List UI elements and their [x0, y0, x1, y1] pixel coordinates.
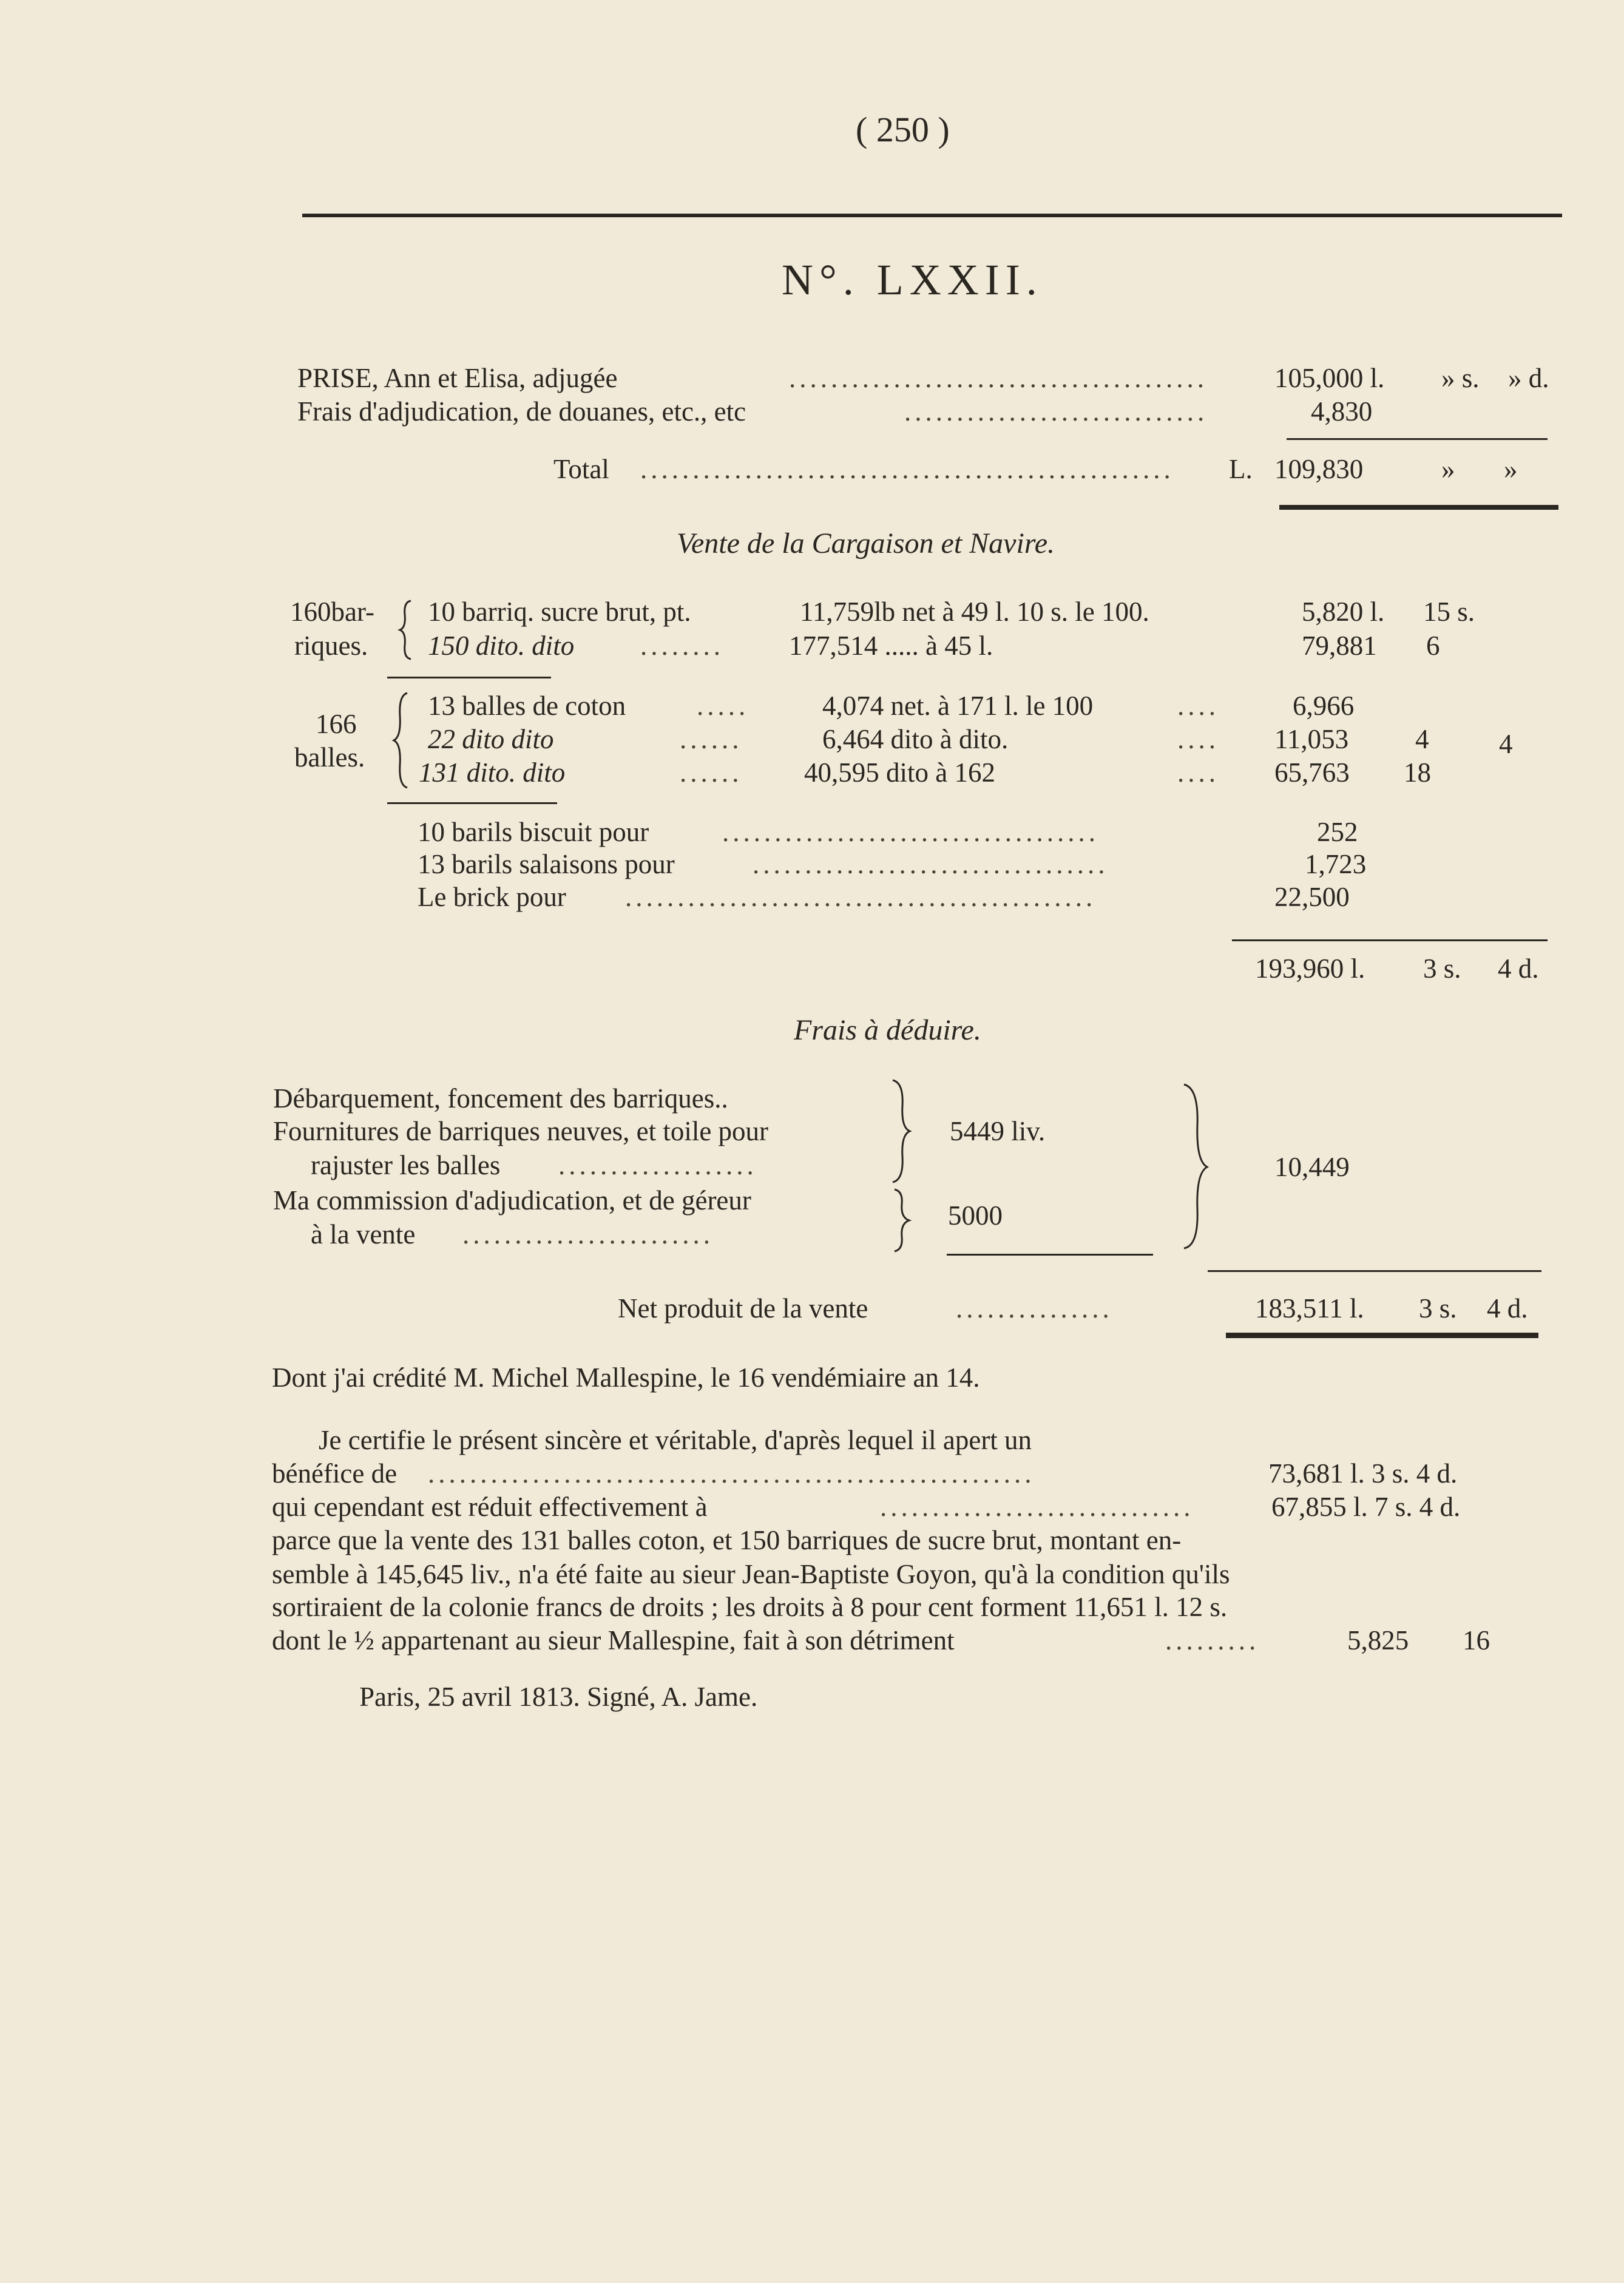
- brace-icon: [892, 1188, 913, 1253]
- net-label: Net produit de la vente: [618, 1293, 868, 1324]
- balles-row-qty: 40,595 dito à 162: [804, 757, 995, 788]
- vente-total-deniers: 4 d.: [1498, 953, 1539, 984]
- dot-leader: ........: [640, 631, 724, 661]
- dot-leader: ......: [680, 757, 743, 788]
- dot-leader: ......: [680, 724, 743, 754]
- barriques-row-qty: 177,514 ..... à 45 l.: [789, 631, 993, 661]
- net-livres: 183,511 l.: [1255, 1293, 1364, 1324]
- total-rule: [1226, 1333, 1538, 1338]
- prise-s: » s.: [1441, 363, 1480, 393]
- dot-leader: .........: [1165, 1625, 1260, 1656]
- certif-line: parce que la vente des 131 balles coton, et 150 barriques de sucre brut, montant en-: [272, 1525, 1182, 1555]
- barriques-row-qty: 11,759lb net à 49 l. 10 s. le 100.: [800, 597, 1149, 627]
- barriques-row-livres: 79,881: [1302, 631, 1377, 661]
- balles-row-sous: 18: [1404, 757, 1431, 788]
- barriques-row-livres: 5,820 l.: [1302, 597, 1385, 627]
- barriques-row-sous: 15 s.: [1423, 597, 1475, 627]
- barriques-group-label: 160bar-: [290, 597, 375, 627]
- other-item-value: 252: [1317, 817, 1358, 847]
- other-item-desc: 10 barils biscuit pour: [418, 817, 649, 847]
- net-sous: 3 s.: [1419, 1293, 1457, 1324]
- dot-leader: ........................: [462, 1219, 714, 1250]
- balles-row-desc: 131 dito. dito: [419, 757, 566, 788]
- frais-line: Fournitures de barriques neuves, et toile pour: [273, 1116, 769, 1146]
- other-item-value: 1,723: [1305, 849, 1367, 879]
- prise-label: PRISE, Ann et Elisa, adjugée: [297, 363, 618, 393]
- dot-leader: .............................: [904, 396, 1208, 427]
- total-s: »: [1441, 454, 1455, 484]
- other-item-desc: 13 barils salaisons pour: [418, 849, 675, 879]
- frais-title: Frais à déduire.: [794, 1014, 981, 1046]
- prise-value: 105,000 l.: [1274, 363, 1385, 393]
- frais-sub-total: 5449 liv.: [950, 1116, 1046, 1146]
- dot-leader: ..................................: [753, 849, 1109, 879]
- vente-total-livres: 193,960 l.: [1255, 953, 1365, 984]
- certif-line: dont le ½ appartenant au sieur Mallespine, fait à son détriment: [272, 1625, 955, 1656]
- balles-row-livres: 11,053: [1274, 724, 1349, 754]
- certif-line: qui cependant est réduit effectivement à: [272, 1492, 708, 1522]
- certif-reduit: 67,855 l. 7 s. 4 d.: [1271, 1492, 1461, 1522]
- balles-row-livres: 65,763: [1274, 757, 1350, 788]
- certif-line: sortiraient de la colonie francs de droits ; les droits à 8 pour cent forment 11,651 l. 12 s.: [272, 1592, 1228, 1622]
- balles-row-desc: 13 balles de coton: [428, 691, 626, 721]
- frais-adjudication-label: Frais d'adjudication, de douanes, etc., etc: [297, 396, 746, 427]
- certif-line: Je certifie le présent sincère et véritable, d'après lequel il apert un: [319, 1425, 1032, 1455]
- dot-leader: ....: [1177, 724, 1219, 754]
- dot-leader: ...............: [956, 1293, 1113, 1324]
- certif-part-sous: 16: [1463, 1625, 1490, 1656]
- net-deniers: 4 d.: [1487, 1293, 1528, 1324]
- brace-icon: [398, 600, 416, 660]
- balles-row-qty: 4,074 net. à 171 l. le 100: [822, 691, 1094, 721]
- vente-title: Vente de la Cargaison et Navire.: [677, 527, 1055, 560]
- balles-row-qty: 6,464 dito à dito.: [822, 724, 1009, 754]
- group-rule: [387, 802, 557, 804]
- credit-line: Dont j'ai crédité M. Michel Mallespine, le 16 vendémiaire an 14.: [272, 1362, 980, 1393]
- vente-total-sous: 3 s.: [1423, 953, 1461, 984]
- frais-line: Ma commission d'adjudication, et de géreur: [273, 1185, 751, 1216]
- balles-row-sous: 4: [1415, 724, 1429, 754]
- balles-row-livres: 6,966: [1293, 691, 1355, 721]
- dot-leader: ....: [1177, 691, 1219, 721]
- dot-leader: ...................................................: [640, 454, 1174, 484]
- total-label: Total: [553, 454, 609, 484]
- dot-leader: .............................................: [625, 882, 1097, 912]
- dot-leader: ........................................: [789, 363, 1208, 393]
- certif-line: bénéfice de: [272, 1458, 398, 1489]
- page-number: ( 250 ): [856, 110, 950, 149]
- barriques-row-desc: 10 barriq. sucre brut, pt.: [428, 597, 691, 627]
- barriques-row-sous: 6: [1426, 631, 1440, 661]
- sum-rule: [1232, 939, 1548, 941]
- balles-row-desc: 22 dito dito: [428, 724, 554, 754]
- brace-icon: [391, 692, 412, 789]
- barriques-group-label-2: riques.: [294, 631, 368, 661]
- dot-leader: .....: [697, 691, 749, 721]
- brace-icon: [889, 1079, 913, 1183]
- certif-line: semble à 145,645 liv., n'a été faite au sieur Jean-Baptiste Goyon, qu'à la condition qu'ils: [272, 1559, 1230, 1589]
- other-item-value: 22,500: [1274, 882, 1350, 912]
- total-d: »: [1504, 454, 1518, 484]
- signature: Paris, 25 avril 1813. Signé, A. Jame.: [359, 1682, 758, 1712]
- sum-rule: [947, 1254, 1153, 1256]
- page-title: N°. LXXII.: [782, 255, 1043, 304]
- balles-group-label: 166: [316, 709, 357, 739]
- frais-total: 10,449: [1274, 1152, 1350, 1182]
- balles-deniers: 4: [1499, 729, 1513, 759]
- total-rule: [1279, 505, 1558, 510]
- dot-leader: ..........................................................: [428, 1458, 1035, 1489]
- brace-icon: [1180, 1083, 1210, 1250]
- dot-leader: ...................: [558, 1150, 757, 1180]
- group-rule: [387, 677, 551, 678]
- certif-part-livres: 5,825: [1347, 1625, 1409, 1656]
- total-prefix: L.: [1229, 454, 1253, 484]
- frais-line: à la vente: [311, 1219, 416, 1250]
- top-rule: [302, 214, 1562, 217]
- dot-leader: ....: [1177, 757, 1219, 788]
- certif-benefice: 73,681 l. 3 s. 4 d.: [1268, 1458, 1458, 1489]
- sum-rule: [1287, 438, 1548, 440]
- balles-group-label-2: balles.: [294, 742, 365, 773]
- prise-d: » d.: [1508, 363, 1549, 393]
- frais-sub-total: 5000: [948, 1200, 1003, 1231]
- dot-leader: ....................................: [722, 817, 1099, 847]
- frais-adjudication-value: 4,830: [1311, 396, 1373, 427]
- dot-leader: ..............................: [880, 1492, 1194, 1522]
- frais-line: Débarquement, foncement des barriques..: [273, 1083, 728, 1114]
- sum-rule: [1208, 1270, 1541, 1272]
- other-item-desc: Le brick pour: [418, 882, 566, 912]
- frais-line: rajuster les balles: [311, 1150, 501, 1180]
- barriques-row-desc: 150 dito. dito: [428, 631, 575, 661]
- total-value: 109,830: [1274, 454, 1364, 484]
